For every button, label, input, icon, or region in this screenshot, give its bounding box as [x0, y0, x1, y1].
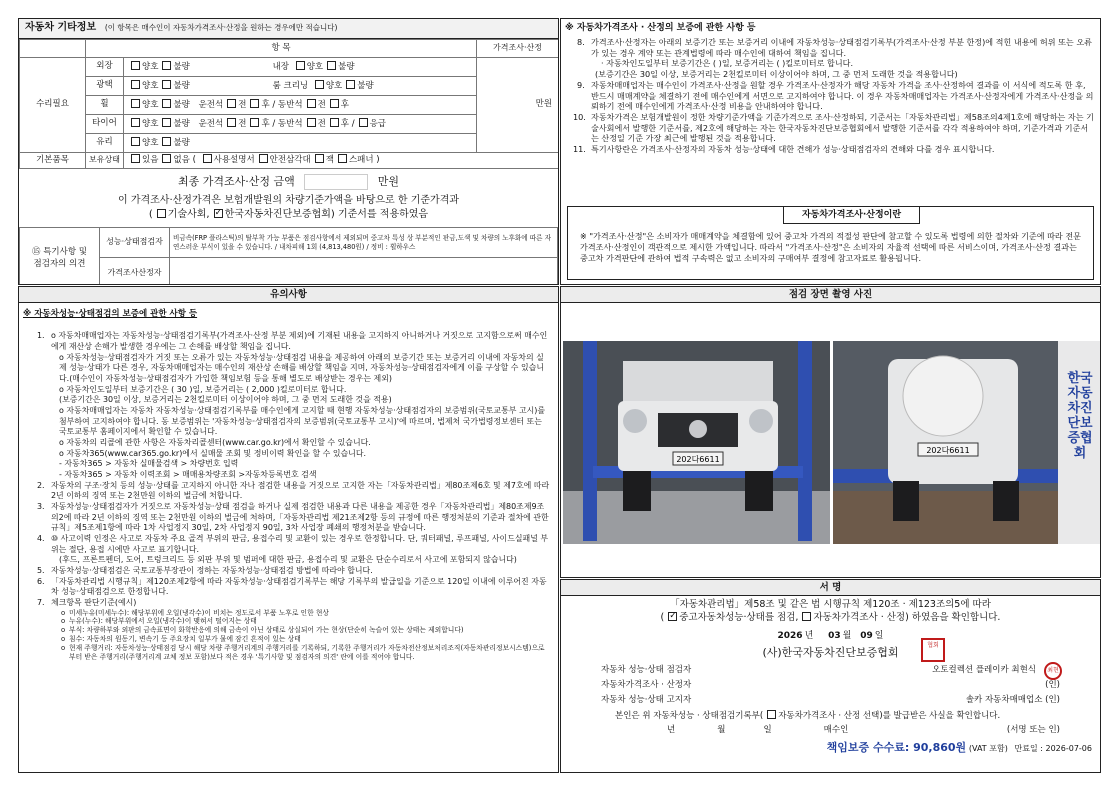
- notice-item: [37, 353, 550, 385]
- date-month: 월: [717, 724, 726, 735]
- month: 03: [828, 630, 841, 641]
- price-definition-box: [567, 206, 1094, 280]
- option-label: 응급: [369, 118, 386, 129]
- option-label: (: [192, 155, 199, 166]
- item-text: 자동차성능·상태점검자가 거짓으로 자동차성능·상태 점검을 하거나 실제 점검한 내용과 다른 내용을 제공한 경우「자동차관리법」제80조제9조의2에 따라 2년 이하의 징역 또는 2천만원 이하의 벌금에 처하며,「자동차관리법 제21조제2항 등의 규정에 따른 행정처분의 기준과 절차에 관한 규칙」제5조제1항에 따라 1차 사업정지 30일, 2차 사업정지 90일, 3차 사업장 폐쇄의 행정처분을 받습니다.: [51, 501, 549, 533]
- sign-org: (사)한국자동차진단보증협회: [762, 645, 899, 659]
- receipt-text-a: 본인은 위 자동차성능 · 상태점검기록부(: [615, 710, 764, 721]
- checkbox[interactable]: [327, 61, 336, 70]
- date-day: 일: [763, 724, 772, 735]
- special-label: ⑮ 특기사항 및 점검자의 의견: [20, 228, 100, 286]
- option-label: 사용설명서: [213, 155, 255, 166]
- criteria-text: 부식: 차량하부와 외판의 금속표면이 화학반응에 의해 금속이 아닌 상태로 상실되어 가는 현상(단순히 녹슬어 있는 상태는 제외합니다): [69, 626, 464, 635]
- option-label: 전: [238, 99, 247, 110]
- row-value-wrap: [932, 665, 1060, 680]
- notice-item: [37, 534, 550, 555]
- repair-label: 수리필요: [20, 58, 86, 153]
- item-text: - 자동차365 > 자동차 이력조회 > 매매용차량조회 >자동차등록번호 검색: [59, 470, 317, 479]
- option-label: 전: [238, 118, 247, 129]
- repair-table: [19, 39, 559, 169]
- criteria-text: 누유(누수): 해당부위에서 오일(냉각수)이 맺혀서 떨어지는 상태: [69, 617, 257, 626]
- row-value: 오토컬렉션 플레이카 최현식: [932, 664, 1036, 675]
- day-unit: 일: [874, 630, 884, 641]
- row-label: 자동차 성능·상태 점검자: [601, 664, 692, 675]
- sign-org-row: [561, 641, 1100, 661]
- notice-item: [37, 449, 550, 460]
- checkbox[interactable]: [330, 99, 339, 108]
- notice-item: [37, 438, 550, 449]
- option-label: 후: [340, 99, 349, 110]
- receipt-row: [601, 710, 1060, 725]
- item-text: - 자동차365 > 자동차 실매물검색 > 차량번호 입력: [59, 459, 239, 469]
- checkbox[interactable]: [131, 118, 140, 127]
- checkbox[interactable]: [259, 154, 268, 163]
- option-label: 양호: [142, 80, 159, 91]
- list-item: (보증기간은 30일 이상, 보증거리는 2천킬로미터 이상이어야 하며, 그 중 먼저 도래한 것을 적용합니다): [595, 69, 958, 80]
- standard-line-2: [19, 208, 558, 222]
- checkbox[interactable]: [250, 118, 259, 127]
- notice-panel: [18, 286, 559, 773]
- list-item: [577, 37, 1094, 58]
- list-item: · 자동차인도일부터 보증기간은 ( )일, 보증거리는 ( )킬로미터로 합니다.: [601, 58, 854, 69]
- notice-item: [37, 470, 550, 481]
- option-label: 양호: [325, 80, 343, 91]
- checkbox[interactable]: [296, 61, 305, 70]
- bullet-icon: o: [61, 635, 66, 644]
- notice-item: [37, 459, 550, 470]
- option-label: 기술사회,: [167, 208, 210, 220]
- option-label: 양호: [142, 137, 159, 148]
- option-label: 후 /: [340, 118, 355, 129]
- criteria-list: [37, 609, 550, 662]
- item-num: 9.: [577, 79, 585, 90]
- sign-row: [601, 680, 1060, 695]
- bullet-icon: o: [61, 643, 66, 652]
- fee-vat: (VAT 포함): [968, 743, 1008, 753]
- item-text: o 자동차의 리콜에 관한 사항은 자동차리콜센터(www.car.go.kr)에서 확인할 수 있습니다.: [59, 438, 371, 448]
- item-text: 「자동차관리법 시행규칙」제120조제2항에 따라 자동차성능·상태점검기록부는 해당 기록부의 발급일을 기준으로 120일 이내에 이루어진 자동차 성능·상태점검으로 한정합니다.: [51, 576, 547, 597]
- item-num: 2.: [37, 480, 45, 490]
- criteria-item: [61, 626, 550, 635]
- option-label: 불량: [173, 61, 190, 72]
- final-price-row: [19, 174, 558, 190]
- checkbox[interactable]: [307, 99, 316, 108]
- checkbox[interactable]: [307, 118, 316, 127]
- guarantee-title: ※ 자동차가격조사 · 산정의 보증에 관한 사항 등: [565, 23, 756, 33]
- checkbox[interactable]: [162, 118, 171, 127]
- item-text: o 자동차인도일부터 보증기간은 ( 30 )일, 보증거리는 ( 2,000 )킬로미터로 합니다.: [59, 384, 347, 394]
- plate-text: 202다6611: [926, 446, 970, 455]
- row-value-wrap: [966, 695, 1060, 710]
- option-label: 중고자동차성능·상태를 점검,: [679, 611, 799, 623]
- item-text: ⑩ 사고이력 인정은 사고로 자동차 주요 골격 부위의 판금, 용접수리 및 교환이 있는 경우로 한정합니다. 단, 쿼터패널, 루프패널, 사이드실패널 부위는 절단, 용접 시에만 사고로 표기합니다.: [51, 533, 549, 554]
- bullet-icon: o: [61, 608, 66, 617]
- criteria-item: [61, 635, 550, 644]
- checkbox[interactable]: [227, 99, 236, 108]
- row-value: 솔카 자동차매매업소: [965, 694, 1043, 705]
- option-label: 양호: [306, 61, 324, 72]
- definition-title: 자동차가격조사·산정이란: [783, 206, 920, 224]
- photos-panel: [560, 286, 1101, 578]
- row-name: 휠: [86, 96, 124, 115]
- item-text: o 자동차365(www.car365.go.kr)에서 실매물 조회 및 정비이력 확인을 할 수 있습니다.: [59, 448, 367, 458]
- criteria-item: [61, 644, 550, 662]
- row-label: 자동차 성능·상태 고지자: [601, 694, 692, 705]
- month-unit: 월: [842, 630, 852, 641]
- item-text: o 자동차성능·상태점검자가 거짓 또는 오류가 있는 자동차성능·상태점검 내용을 제공하여 아래의 보증기간 또는 보증거리 이내에 자동차의 실제 성능·상태가 다른 경우, 자동차매매업자는 매수인의 재산상 손해를 배상할 책임을 지며, 자동차성능·상태점검자에게 이를 구상할 수 있습니다.(매수인이 자동차성능·상태점검자가 가입한 책임보험 등을 통해 별도로 배상받는 경우는 제외): [59, 352, 544, 384]
- paren: (: [148, 208, 153, 220]
- option-label: 불량: [357, 80, 374, 91]
- row-suffix: (인): [1045, 694, 1060, 705]
- notice-list: [19, 323, 558, 661]
- notice-item: [37, 385, 550, 396]
- inspector-seal: 최현: [1044, 662, 1062, 680]
- checkbox-checked[interactable]: [214, 209, 223, 218]
- notice-item: [37, 566, 550, 577]
- checkbox[interactable]: [315, 154, 324, 163]
- criteria-text: 침수: 자동차의 원동기, 변속기 등 주요장치 일부가 물에 잠긴 흔적이 있는 상태: [69, 635, 301, 644]
- option-label: 불량: [173, 118, 190, 129]
- option-label: 불량: [173, 80, 190, 91]
- notice-items: [37, 331, 550, 608]
- other-info-note: (이 항목은 매수인이 자동차가격조사·산정을 원하는 경우에만 적습니다): [104, 23, 338, 32]
- checkbox[interactable]: [131, 99, 140, 108]
- row-name: 유리: [86, 134, 124, 153]
- option-label: 스패너 ): [348, 155, 380, 166]
- item-text: o 자동차매매업자는 자동차성능·상태점검기록부(가격조사·산정 부분 제외)에 기재된 내용을 고지하지 아니하거나 거짓으로 고지함으로써 매수인에게 재산상 손해가 발생한 경우에는 그 손해를 배상할 책임을 집니다.: [51, 331, 548, 352]
- signature-panel: [560, 579, 1101, 773]
- sign-rows: [561, 661, 1100, 740]
- option-label: 안전삼각대: [269, 155, 311, 166]
- col-item-header: 항 목: [86, 40, 477, 58]
- final-price-field[interactable]: [304, 174, 368, 190]
- checkbox[interactable]: [250, 99, 259, 108]
- row-suffix: (인): [1045, 679, 1060, 690]
- option-label: 한국자동차진단보증협회) 기준서를 적용하였음: [224, 208, 429, 220]
- checkbox[interactable]: [338, 154, 347, 163]
- item-text: 자동차성능·상태점검은 국토교통부장관이 정하는 자동차성능·상태점검 방법에 따라야 합니다.: [51, 565, 373, 575]
- item-num: 6.: [37, 576, 45, 586]
- photos-header: 점검 장면 촬영 사진: [561, 287, 1100, 303]
- signature-header: 서 명: [561, 580, 1100, 596]
- option-label: 양호: [142, 99, 159, 110]
- year: 2026: [777, 630, 803, 641]
- item-num: 5.: [37, 565, 45, 575]
- buyer-signature[interactable]: (서명 또는 인): [1006, 724, 1060, 735]
- checkbox[interactable]: [346, 80, 355, 89]
- checkbox[interactable]: [315, 80, 324, 89]
- definition-text: ※ "가격조사·산정"은 소비자가 매매계약을 체결함에 있어 중고차 가격의 적절성 판단에 참고할 수 있도록 법령에 의한 절차와 기준에 따라 전문 가격조사·산정인이 객관적으로 제시한 가액입니다. 따라서 "가격조사·산정"은 소비자의 자율적 선택에 따른 서비스이며, 가격조사·산정 결과는 중고차 가격판단에 관하여 법적 구속력은 없고 소비자의 구매여부 결정에 참고자료로 활용됩니다.: [580, 231, 1081, 263]
- item-text: 자동차가격은 보험개발원이 정한 차량기준가액을 기준가격으로 조사·산정하되, 기준서는「자동차관리법」제58조의4제1호에 해당하는 자는 기술사회에서 발행한 기준서를, 제2호에 해당하는 자는 한국자동차진단보증협회에서 발행한 기준서를 각각 적용하여야 하며, 기준가격과 기준서는 산정일 기준 가장 최근에 발행된 것을 적용합니다.: [591, 111, 1094, 144]
- notice-item: [37, 502, 550, 534]
- item-text: 자동차의 구조·장치 등의 성능·상태를 고지하지 아니한 자나 점검한 내용을 거짓으로 고지한 자는「자동차관리법」제80조제6호 및 제7호에 따라 2년 이하의 징역 또는 2천만원 이하의 벌금에 처합니다.: [51, 480, 550, 501]
- row-name: 외장: [86, 58, 124, 77]
- fee-label: 책임보증 수수료: 90,860원: [826, 740, 967, 754]
- checkbox[interactable]: [157, 209, 166, 218]
- row-name: 광택: [86, 77, 124, 96]
- fee-row: [561, 741, 1100, 756]
- sign-row: [601, 695, 1060, 710]
- row-label: 자동차가격조사 · 산정자: [601, 679, 692, 690]
- buyer-label: 매수인: [823, 724, 849, 735]
- checkbox[interactable]: [162, 154, 171, 163]
- option-label: 후 / 동반석: [261, 118, 303, 129]
- guarantee-list: [561, 37, 1100, 154]
- checkbox[interactable]: [131, 154, 140, 163]
- price-guarantee-panel: [560, 18, 1101, 285]
- expiry: 만료일 : 2026-07-06: [1014, 743, 1092, 753]
- seat-label: 운전석: [198, 99, 224, 110]
- price-unit: 만원: [477, 58, 559, 153]
- item-text: 특기사항란은 가격조사·산정자의 자동차 성능·상태에 대한 견해가 성능·상태점검자의 견해와 다를 경우 표시합니다.: [591, 143, 995, 154]
- option-label: 후 / 동반석: [261, 99, 303, 110]
- option-label: 자동차가격조사 · 산정) 하였음을 확인합니다.: [813, 611, 1001, 623]
- bullet-icon: o: [61, 626, 66, 635]
- option-label: 없음: [173, 155, 190, 166]
- paren: (: [660, 611, 665, 623]
- sign-line-2: [561, 612, 1100, 625]
- checkbox[interactable]: [359, 118, 368, 127]
- standard-line-1: 이 가격조사·산정가격은 보험개발원의 차량기준가액을 바탕으로 한 기준가격과: [117, 195, 460, 206]
- option-label: 있음: [142, 155, 159, 166]
- other-info-title-bar: [19, 19, 558, 39]
- sign-line-1: 「자동차관리법」제58조 및 같은 법 시행규칙 제120조 · 제123조의5에 따라: [670, 599, 991, 610]
- option-label: 양호: [142, 61, 159, 72]
- item-text: 체크항목 판단기준(예시): [51, 597, 137, 607]
- buyer-row: [601, 725, 1060, 740]
- perf-label: 성능·상태점검자: [100, 228, 170, 258]
- list-item: [577, 80, 1094, 112]
- item-text: o 자동차매매업자는 자동차 자동차성능·상태점검기록부를 매수인에게 고지할 때 현행 자동차성능·상태점검자의 보증범위(국토교통부 고시)를 첨부하여 고지하여야 합니다. 동 보증범위는 '자동차성능·상태점검자의 보증범위(국토교통부 고시)'에 따르며, 법제처 국가법령정보센터 또는 국토교통부 홈페이지에서 확인할 수 있습니다.: [59, 406, 546, 437]
- col-price-header: 가격조사·산정: [477, 40, 559, 58]
- perf-text: 비금속(FRP 플라스틱)의 탈부착 가능 부품은 점검사항에서 제외되며 중고차 특성 상 부분적인 판금,도색 및 차량의 노후화에 따른 자연스러운 부식이 있을 수 있습니다. / 내차피해 1회 (4,813,480원) / 정비 : 휠하우스: [170, 228, 558, 258]
- option-label: 불량: [338, 61, 355, 72]
- other-info-title: 자동차 기타정보: [25, 22, 97, 33]
- checkbox[interactable]: [131, 80, 140, 89]
- criteria-item: [61, 617, 550, 626]
- item-text: (보증기간은 30일 이상, 보증거리는 2천킬로미터 이상이어야 하며, 그 중 먼저 도래한 것을 적용): [59, 395, 392, 405]
- notice-item: [37, 481, 550, 502]
- year-unit: 년: [804, 630, 814, 641]
- plate-text: 202다6611: [676, 455, 720, 464]
- item-text: 가격조사·산정자는 아래의 보증기간 또는 보증거리 이내에 자동차성능·상태점검기록부(가격조사·산정 부분 한정)에 적힌 내용에 허위 또는 오류가 있는 경우 계약 또는 관계법령에 따라 매수인에 대하여 책임을 집니다.: [591, 37, 1092, 58]
- item-num: 4.: [37, 533, 45, 543]
- day: 09: [860, 630, 873, 641]
- price-label: 가격조사산정자: [100, 258, 170, 286]
- item-text: (후드, 프론트펜더, 도어, 트렁크리드 등 외판 부위 및 범퍼에 대한 판금, 용접수리 및 교환은 단순수리로서 사고에 포함되지 않습니다): [59, 555, 517, 565]
- notice-item: [37, 331, 550, 352]
- rear-car-image: [833, 341, 1100, 544]
- notice-item: [37, 406, 550, 438]
- notice-header: 유의사항: [19, 287, 558, 303]
- criteria-text: 현재 주행거리: 자동차성능·상태점검 당시 해당 차량 주행거리계의 주행거리를 기록하되, 기록한 주행거리가 자동차전산정보처리조직(자동차관리정보시스템)으로부터 받은 주행거리(주행거리계 교체 정보 포함)보다 적은 경우 '특기사항 및 점검자의 의견' 란에 이를 적어야 합니다.: [69, 643, 545, 661]
- checkbox[interactable]: [162, 80, 171, 89]
- notice-item: [37, 555, 550, 566]
- sign-date: [561, 630, 1100, 642]
- option-label: 양호: [142, 118, 159, 129]
- row-name: 타이어: [86, 115, 124, 134]
- vehicle-other-info-panel: [18, 18, 559, 285]
- option-label: 불량: [173, 99, 190, 110]
- item-num: 7.: [37, 597, 45, 607]
- item-text: 자동차매매업자는 매수인이 가격조사·산정을 원할 경우 가격조사·산정자가 해당 자동차 가격을 조사·산정하여 결과를 이 서식에 적도록 한 후, 반드시 매매계약을 체결하기 전에 매수인에게 서면으로 고지하여야 합니다. 이 경우 자동차매매업자는 가격조사·산정자에게 가격조사·산정을 의뢰하기 전에 매수인에게 가격조사·산정 비용을 안내하여야 합니다.: [591, 79, 1094, 112]
- receipt-text-b: 자동차가격조사 · 산정 선택)를 발급받은 사실을 확인합니다.: [778, 710, 1001, 721]
- checkbox[interactable]: [131, 61, 140, 70]
- notice-item: [37, 395, 550, 406]
- final-price-label: 최종 가격조사·산정 금액: [177, 175, 295, 188]
- org-seal: 협회: [921, 638, 945, 662]
- basic-label: 기본품목: [20, 153, 86, 169]
- list-item: [573, 111, 1094, 144]
- side-sign-text: 한국자동차진단보증협회: [1067, 371, 1093, 461]
- special-table: [19, 227, 558, 285]
- notice-item: [37, 577, 550, 598]
- checkbox[interactable]: [162, 137, 171, 146]
- front-photo: [563, 341, 830, 544]
- option-label: 불량: [173, 137, 190, 148]
- checkbox[interactable]: [227, 118, 236, 127]
- option-label: 잭: [325, 155, 334, 166]
- notice-section-title: ※ 자동차성능·상태점검의 보증에 관한 사항 등: [23, 309, 198, 319]
- checkbox[interactable]: [330, 118, 339, 127]
- checkbox-checked[interactable]: [668, 612, 677, 621]
- item-num: 10.: [573, 111, 586, 122]
- notice-item: [37, 598, 550, 609]
- bullet-icon: o: [61, 617, 66, 626]
- front-car-image: [563, 341, 830, 544]
- item-num: 1.: [37, 331, 45, 341]
- checkbox[interactable]: [767, 710, 776, 719]
- option-label: 전: [317, 118, 326, 129]
- checkbox[interactable]: [162, 61, 171, 70]
- seat-label: 운전석: [198, 118, 224, 129]
- checkbox[interactable]: [203, 154, 212, 163]
- checkbox[interactable]: [802, 612, 811, 621]
- row-name-2: 내장: [272, 61, 290, 72]
- rear-photo: [833, 341, 1100, 544]
- item-num: 3.: [37, 501, 45, 511]
- checkbox[interactable]: [162, 99, 171, 108]
- final-price-unit: 만원: [377, 175, 399, 188]
- row-name-2: 룸 크리닝: [272, 80, 309, 91]
- checkbox[interactable]: [131, 137, 140, 146]
- date-year: 년: [667, 724, 676, 735]
- item-num: 11.: [573, 143, 586, 154]
- option-label: 전: [317, 99, 326, 110]
- sign-row: [601, 665, 1060, 680]
- list-item: [573, 143, 1094, 155]
- item-num: 8.: [577, 37, 585, 48]
- basic-name: 보유상태: [86, 153, 124, 169]
- criteria-text: 미세누유(미세누수): 해당부위에 오일(냉각수)이 비치는 정도로서 부품 노후로 인한 현상: [69, 608, 329, 617]
